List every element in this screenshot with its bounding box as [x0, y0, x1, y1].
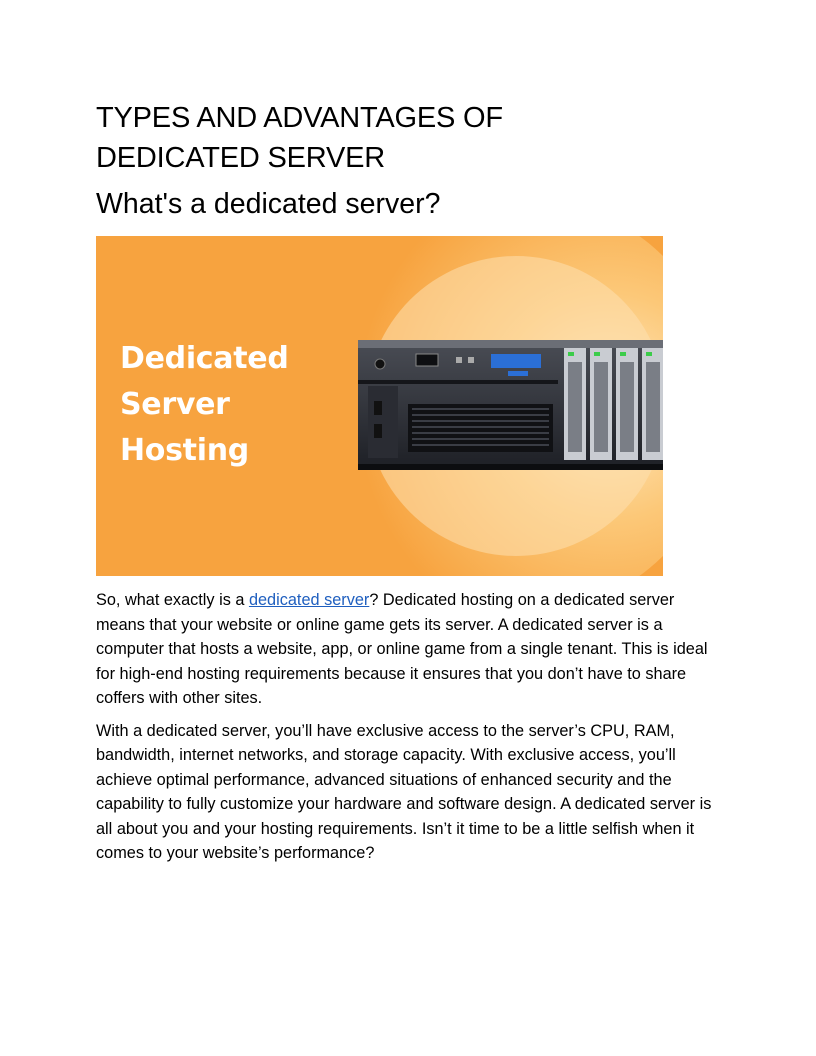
document-title: TYPES AND ADVANTAGES OF DEDICATED SERVER — [96, 102, 503, 174]
hero-line-3: Hosting — [120, 433, 249, 468]
hero-image — [96, 236, 663, 576]
paragraph-intro — [96, 588, 726, 711]
paragraph-intro-lead: So, what exactly is a — [96, 591, 249, 609]
paragraph-benefits: With a dedicated server, you’ll have exclusive access to the server’s CPU, RAM, bandwidth, internet networks, and storage capacity. With exclusive access, you’ll achieve optimal performance, advanced situations of enhanced security and the capability to fully customize your hardware and software design. A dedicated server is all about you and your hosting requirements. Isn’t it time to be a little selfish when it comes to your website’s performance? — [96, 721, 712, 862]
hero-line-2: Server — [120, 387, 230, 422]
section-heading: What's a dedicated server? — [96, 188, 441, 220]
hero-line-1: Dedicated — [120, 341, 289, 376]
dedicated-server-link[interactable]: dedicated server — [248, 591, 370, 609]
hero-caption — [120, 336, 289, 474]
document-page — [96, 98, 726, 866]
paragraph-intro-body: ? Dedicated hosting on a dedicated server means that your website or online game gets its server. A dedicated server is a computer that hosts a website, app, or online game from a single tenant. This is ideal for high-end hosting requirements because it ensures that you don’t have to share coffers with other sites. — [96, 591, 708, 707]
